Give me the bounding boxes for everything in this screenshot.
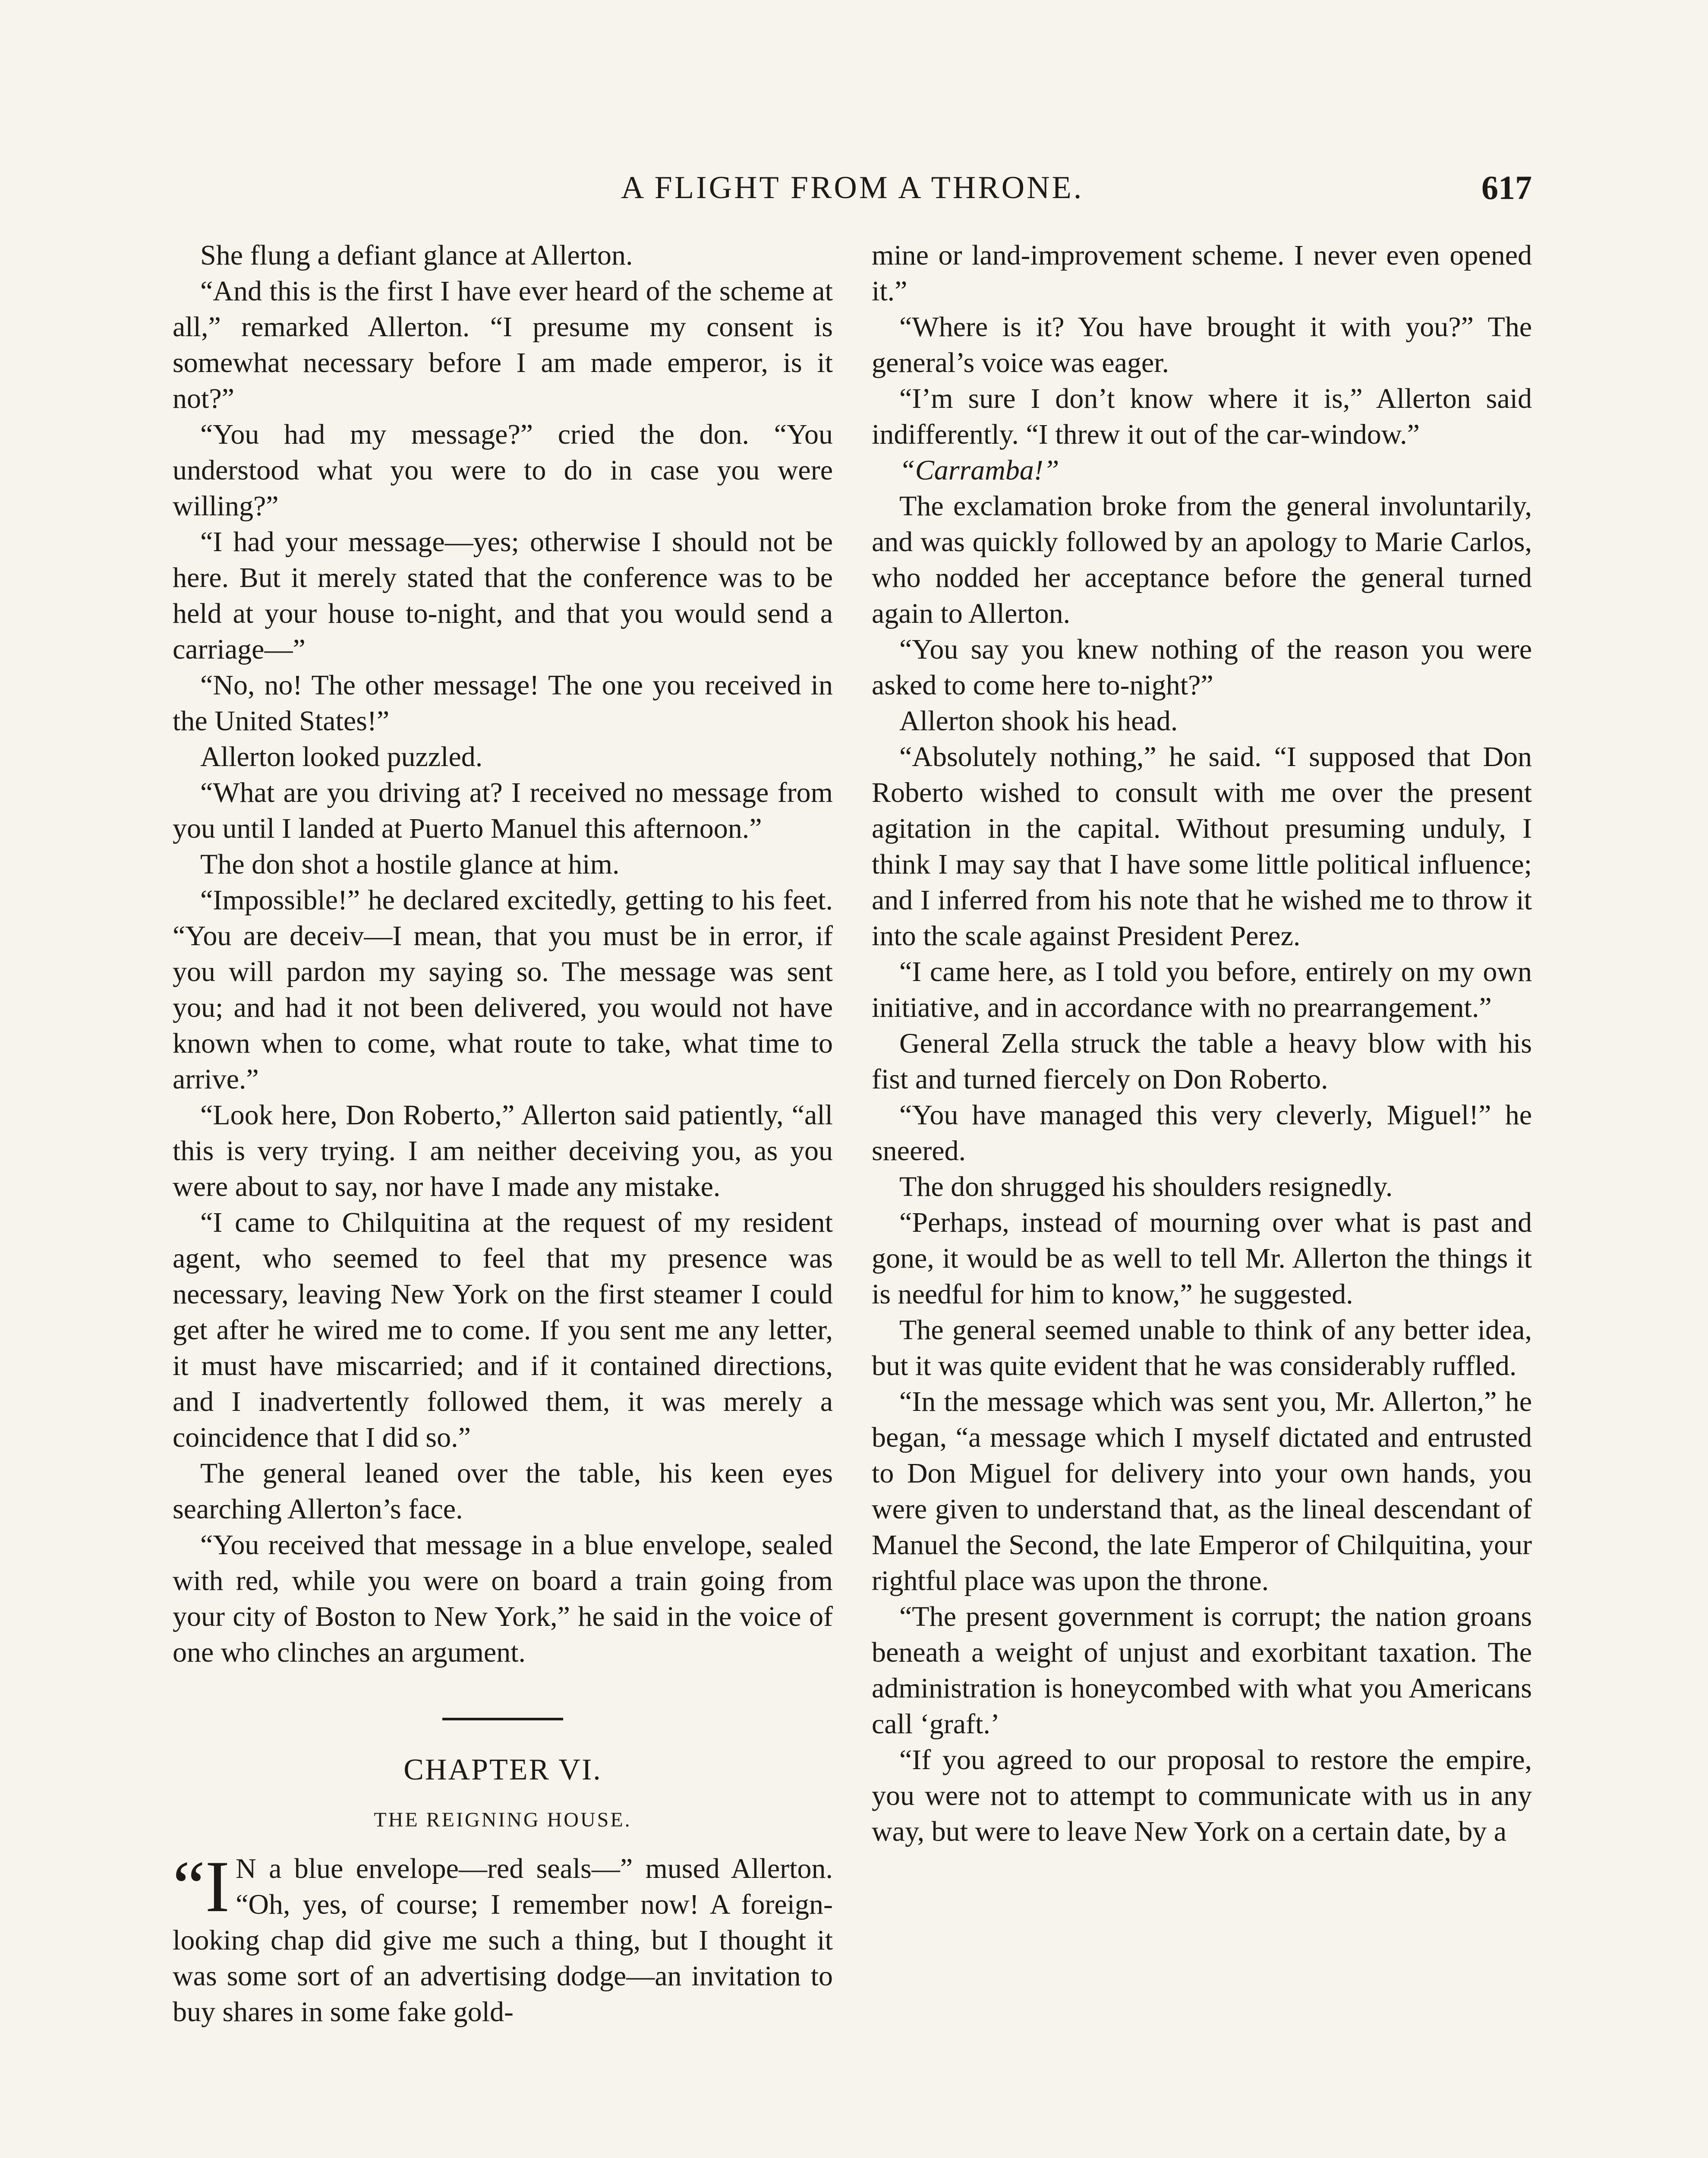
page-number: 617	[1481, 169, 1532, 206]
paragraph: “Perhaps, instead of mourning over what is past and gone, it would be as well to tell Mr. Allerton the things it is needful for him to know,” he suggested.	[872, 1207, 1532, 1310]
paragraph: “Absolutely nothing,” he said. “I supposed that Don Roberto wished to consult with me over the present agitation in the capital. Without presuming unduly, I think I may say that I have some little political influence; and I inferred from his note that he wished me to throw it into the scale against President Perez.	[872, 741, 1532, 952]
paragraph: “In the message which was sent you, Mr. Allerton,” he began, “a message which I myself dictated and entrusted to Don Miguel for delivery into your own hands, you were given to understand that, as the lineal descendant of Manuel the Second, the late Emperor of Chilquitina, your rightful place was upon the throne.	[872, 1386, 1532, 1596]
paragraph: “And this is the first I have ever heard of the scheme at all,” remarked Allerton. “I presume my consent is somewhat necessary before I am made emperor, is it not?”	[173, 275, 833, 414]
paragraph: General Zella struck the table a heavy blow with his fist and turned fiercely on Don Roberto.	[872, 1028, 1532, 1095]
drop-cap: “I	[173, 1846, 230, 1927]
paragraph: “The present government is corrupt; the nation groans beneath a weight of unjust and exorbitant taxation. The administration is honeycombed with what you Americans call ‘graft.’	[872, 1601, 1532, 1740]
paragraph: She flung a defiant glance at Allerton.	[200, 240, 633, 271]
paragraph: The don shrugged his shoulders resignedly.	[899, 1171, 1393, 1202]
chapter-heading: CHAPTER VI.	[403, 1753, 602, 1786]
paragraph: “Impossible!” he declared excitedly, getting to his feet. “You are deceiv—I mean, that you must be in error, if you will pardon my saying so. The message was sent you; and had it not been delivered, you would not have known when to come, what route to take, what time to arrive.”	[173, 884, 833, 1095]
paragraph: “I came here, as I told you before, entirely on my own initiative, and in accordance with no prearrangement.”	[872, 956, 1532, 1023]
chapter-opening-text: N a blue envelope—red seals—” mused Allerton. “Oh, yes, of course; I remember now! A foreign-looking chap did give me such a thing, but I thought it was some sort of an advertising dodge—an invitation to buy shares in some fake gold-	[173, 1853, 833, 2028]
paragraph: “You have managed this very cleverly, Miguel!” he sneered.	[872, 1099, 1532, 1167]
paragraph: “I came to Chilquitina at the request of my resident agent, who seemed to feel that my presence was necessary, leaving New York on the first steamer I could get after he wired me to come. If you sent me any letter, it must have miscarried; and if it contained directions, and I inadvertently followed them, it was merely a coincidence that I did so.”	[173, 1207, 833, 1453]
paragraph: Allerton shook his head.	[899, 705, 1178, 737]
paragraph: “If you agreed to our proposal to restore the empire, you were not to attempt to communicate with us in any way, but were to leave New York on a certain date, by a	[872, 1744, 1532, 1847]
chapter-subtitle: THE REIGNING HOUSE.	[374, 1808, 632, 1831]
paragraph-exclamation: “Carramba!”	[899, 454, 1059, 486]
paragraph: “I had your message—yes; otherwise I should not be here. But it merely stated that the conference was to be held at your house to-night, and that you would send a carriage—”	[173, 526, 833, 665]
paragraph: “You received that message in a blue envelope, sealed with red, while you were on board a train going from your city of Boston to New York,” he said in the voice of one who clinches an argument.	[173, 1529, 833, 1668]
paragraph: “Where is it? You have brought it with you?” The general’s voice was eager.	[872, 311, 1532, 379]
continued-paragraph: mine or land-improvement scheme. I never even opened it.”	[872, 240, 1532, 307]
running-title: A FLIGHT FROM A THRONE.	[621, 170, 1084, 205]
paragraph: Allerton looked puzzled.	[200, 741, 483, 773]
right-column	[872, 237, 1532, 1849]
chapter-divider-rule	[442, 1718, 563, 1720]
chapter-opening-paragraph	[173, 1846, 833, 2030]
paragraph: The general seemed unable to think of any better idea, but it was quite evident that he was considerably ruffled.	[872, 1314, 1532, 1382]
paragraph: “Look here, Don Roberto,” Allerton said patiently, “all this is very trying. I am neither deceiving you, as you were about to say, nor have I made any mistake.	[173, 1099, 833, 1202]
running-header	[173, 164, 1532, 211]
paragraph: “You had my message?” cried the don. “You understood what you were to do in case you were willing?”	[173, 419, 833, 522]
paragraph: “What are you driving at? I received no message from you until I landed at Puerto Manuel this afternoon.”	[173, 777, 833, 844]
paragraph: The exclamation broke from the general involuntarily, and was quickly followed by an apology to Marie Carlos, who nodded her acceptance before the general turned again to Allerton.	[872, 490, 1532, 629]
left-column	[173, 237, 833, 2030]
paragraph: “No, no! The other message! The one you received in the United States!”	[173, 669, 833, 737]
paragraph: The don shot a hostile glance at him.	[200, 849, 620, 880]
paragraph: The general leaned over the table, his keen eyes searching Allerton’s face.	[173, 1458, 833, 1525]
paragraph: “You say you knew nothing of the reason you were asked to come here to-night?”	[872, 634, 1532, 701]
paragraph: “I’m sure I don’t know where it is,” Allerton said indifferently. “I threw it out of the car-window.”	[872, 383, 1532, 450]
